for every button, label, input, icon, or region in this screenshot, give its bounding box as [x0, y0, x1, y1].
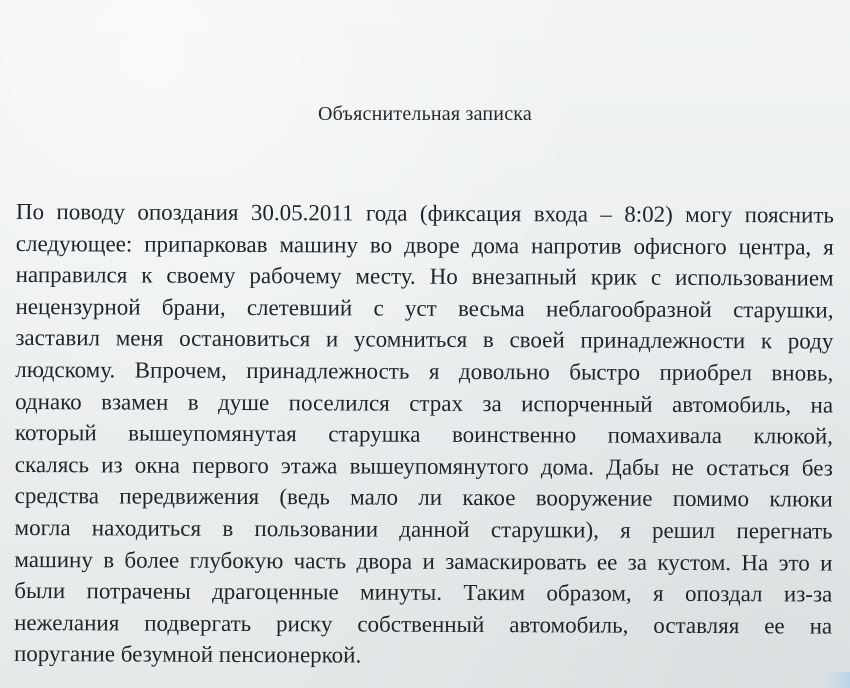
body-line: поругание безумной пенсионеркой.: [13, 641, 362, 668]
body-line: были потрачены драгоценные минуты. Таким образом, я опоздал из-за: [14, 578, 833, 607]
body-line: могла находиться в пользовании данной старушки), я решил перегнать: [14, 514, 833, 544]
body-line: средства передвижения (ведь мало ли какое вооружение помимо клюки: [14, 483, 833, 512]
body-line: скалясь из окна первого этажа вышеупомянутого дома. Дабы не остаться без: [14, 451, 833, 481]
body-line: который вышеупомянутая старушка воинственно помахивала клюкой,: [14, 420, 834, 449]
body-line: однако взамен в душе поселился страх за испорченный автомобиль, на: [15, 388, 834, 418]
body-line: людскому. Впрочем, принадлежность я довольно быстро приобрел вновь,: [15, 356, 834, 386]
document-body: [14, 196, 834, 673]
body-line: нежелания подвергать риску собственный автомобиль, оставляя ее на: [14, 609, 833, 639]
body-line: следующее: припарковав машину во дворе дома напротив офисного центра, я: [15, 230, 834, 260]
body-line: нецензурной брани, слетевший с уст весьма неблагообразной старушки,: [15, 293, 834, 323]
body-line: заставил меня остановиться и усомниться в своей принадлежности к роду: [15, 325, 834, 354]
corner-mark: [822, 672, 850, 688]
document-title: Объяснительная записка: [318, 103, 532, 125]
body-line: направился к своему рабочему месту. Но внезапный крик с использованием: [15, 262, 834, 291]
body-line: машину в более глубокую часть двора и замаскировать ее за кустом. На это и: [14, 546, 833, 576]
body-line: По поводу опоздания 30.05.2011 года (фиксация входа – 8:02) могу пояснить: [15, 198, 834, 228]
